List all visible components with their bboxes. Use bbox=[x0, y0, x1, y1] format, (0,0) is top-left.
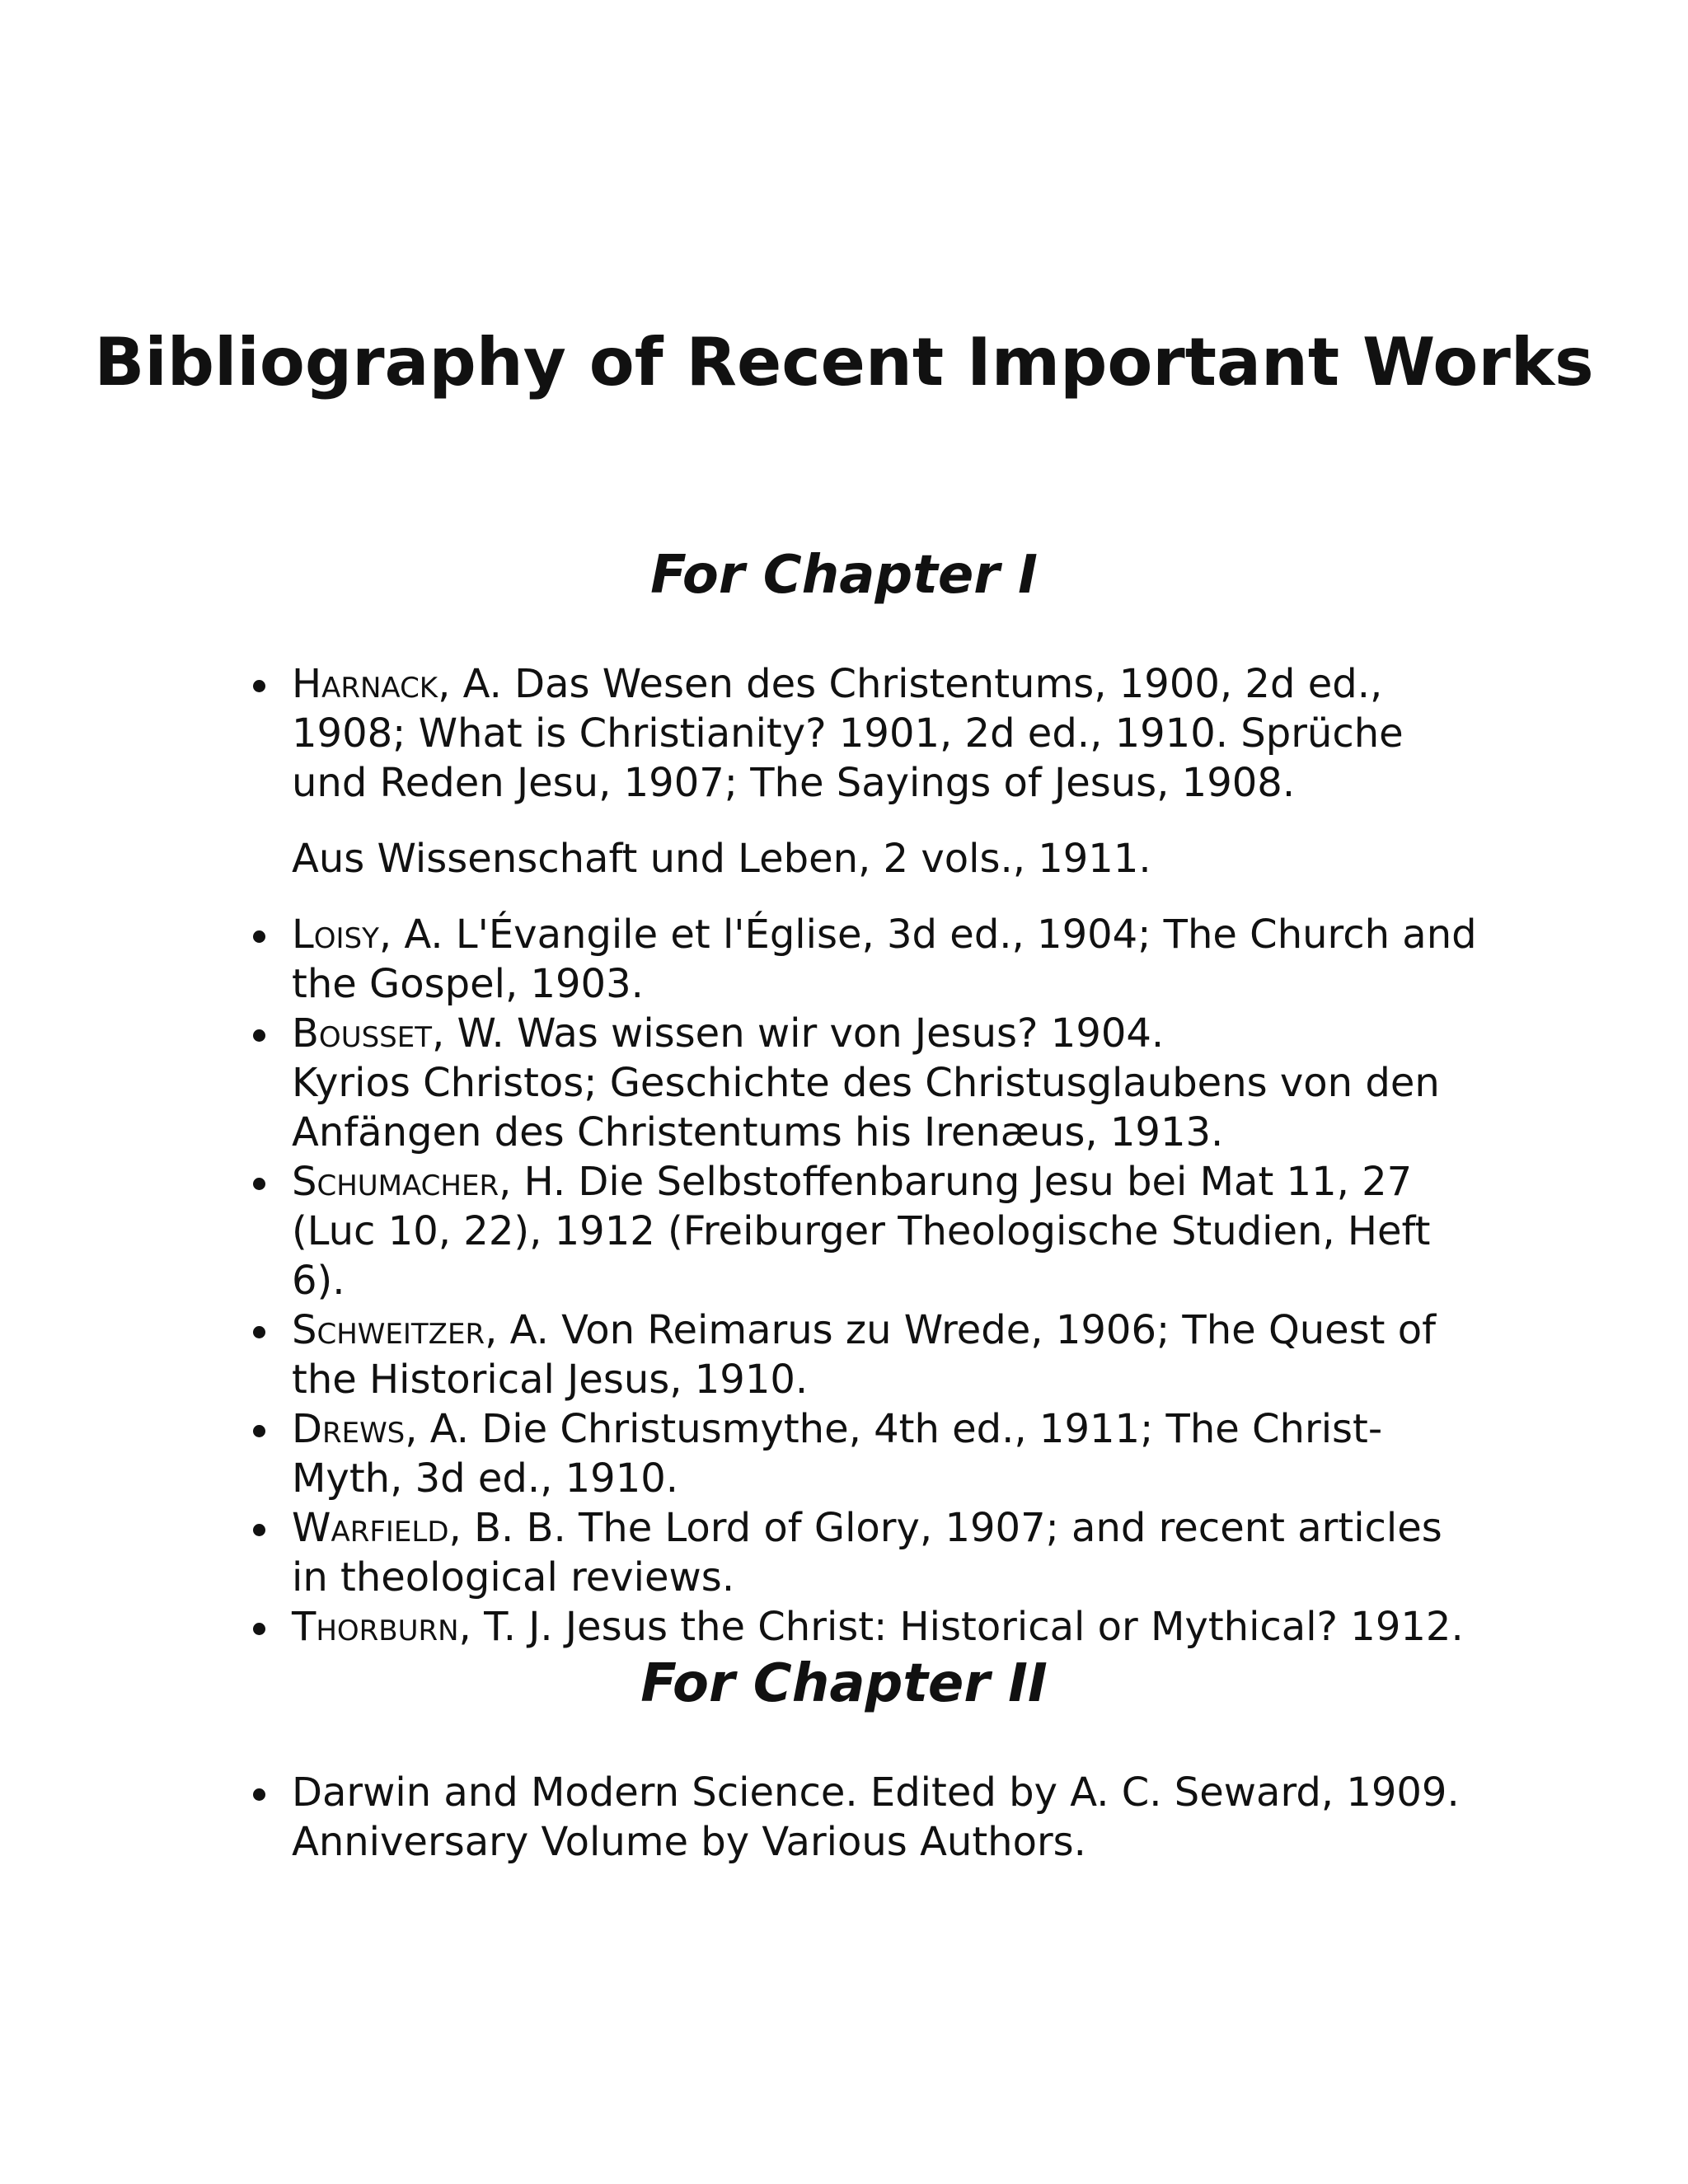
entry-text: , A. Von Reimarus zu Wrede, 1906; The Quest of the Historical Jesus, 1910. bbox=[292, 1307, 1437, 1403]
entry-text: , A. L'Évangile et l'Église, 3d ed., 1904; The Church and the Gospel, 1903. bbox=[292, 912, 1477, 1007]
bibliography-entry-schumacher bbox=[247, 1157, 1484, 1305]
bibliography-entry-warfield bbox=[247, 1503, 1484, 1602]
bibliography-entry-schweitzer bbox=[247, 1305, 1484, 1404]
author-name: Drews bbox=[292, 1406, 406, 1452]
author-name: Schweitzer bbox=[292, 1307, 485, 1353]
page-title: Bibliography of Recent Important Works bbox=[94, 324, 1594, 401]
entry-extra-text: Kyrios Christos; Geschichte des Christusglaubens von den Anfängen des Christentums his Irenæus, 1913. bbox=[292, 1060, 1440, 1155]
author-name: Thorburn bbox=[292, 1604, 459, 1650]
entry-extra-text: Aus Wissenschaft und Leben, 2 vols., 1911. bbox=[292, 836, 1151, 882]
entry-text: , H. Die Selbstoffenbarung Jesu bei Mat 11, 27 (Luc 10, 22), 1912 (Freiburger Theologische Studien, Heft 6). bbox=[292, 1159, 1431, 1304]
entry-text: , W. Was wissen wir von Jesus? 1904. bbox=[432, 1010, 1165, 1057]
author-name: Loisy bbox=[292, 912, 379, 958]
bibliography-entry-darwin bbox=[247, 1768, 1484, 1867]
chapter-1-bibliography-list bbox=[247, 659, 1484, 1652]
entry-text: , T. J. Jesus the Christ: Historical or Mythical? 1912. bbox=[458, 1604, 1464, 1650]
bibliography-entry-thorburn bbox=[247, 1602, 1484, 1652]
entry-text: Darwin and Modern Science. Edited by A. C. Seward, 1909. Anniversary Volume by Various Authors. bbox=[292, 1769, 1460, 1865]
author-name: Warfield bbox=[292, 1505, 449, 1551]
bibliography-entry-drews bbox=[247, 1404, 1484, 1503]
entry-text: , A. Das Wesen des Christentums, 1900, 2d ed., 1908; What is Christianity? 1901, 2d ed., 1910. Sprüche und Reden Jesu, 1907; The Sayings of Jesus, 1908. bbox=[292, 661, 1404, 806]
author-name: Schumacher bbox=[292, 1159, 499, 1205]
author-name: Harnack bbox=[292, 661, 438, 707]
entry-text: , A. Die Christusmythe, 4th ed., 1911; The Christ-Myth, 3d ed., 1910. bbox=[292, 1406, 1383, 1502]
entry-text: , B. B. The Lord of Glory, 1907; and recent articles in theological reviews. bbox=[292, 1505, 1442, 1601]
bibliography-entry-bousset bbox=[247, 1009, 1484, 1157]
chapter-2-heading: For Chapter II bbox=[640, 1653, 1048, 1714]
bibliography-entry-harnack bbox=[247, 659, 1484, 883]
author-name: Bousset bbox=[292, 1010, 432, 1057]
chapter-2-bibliography-list bbox=[247, 1768, 1484, 1867]
bibliography-entry-loisy bbox=[247, 910, 1484, 1009]
chapter-1-heading: For Chapter I bbox=[650, 545, 1038, 606]
